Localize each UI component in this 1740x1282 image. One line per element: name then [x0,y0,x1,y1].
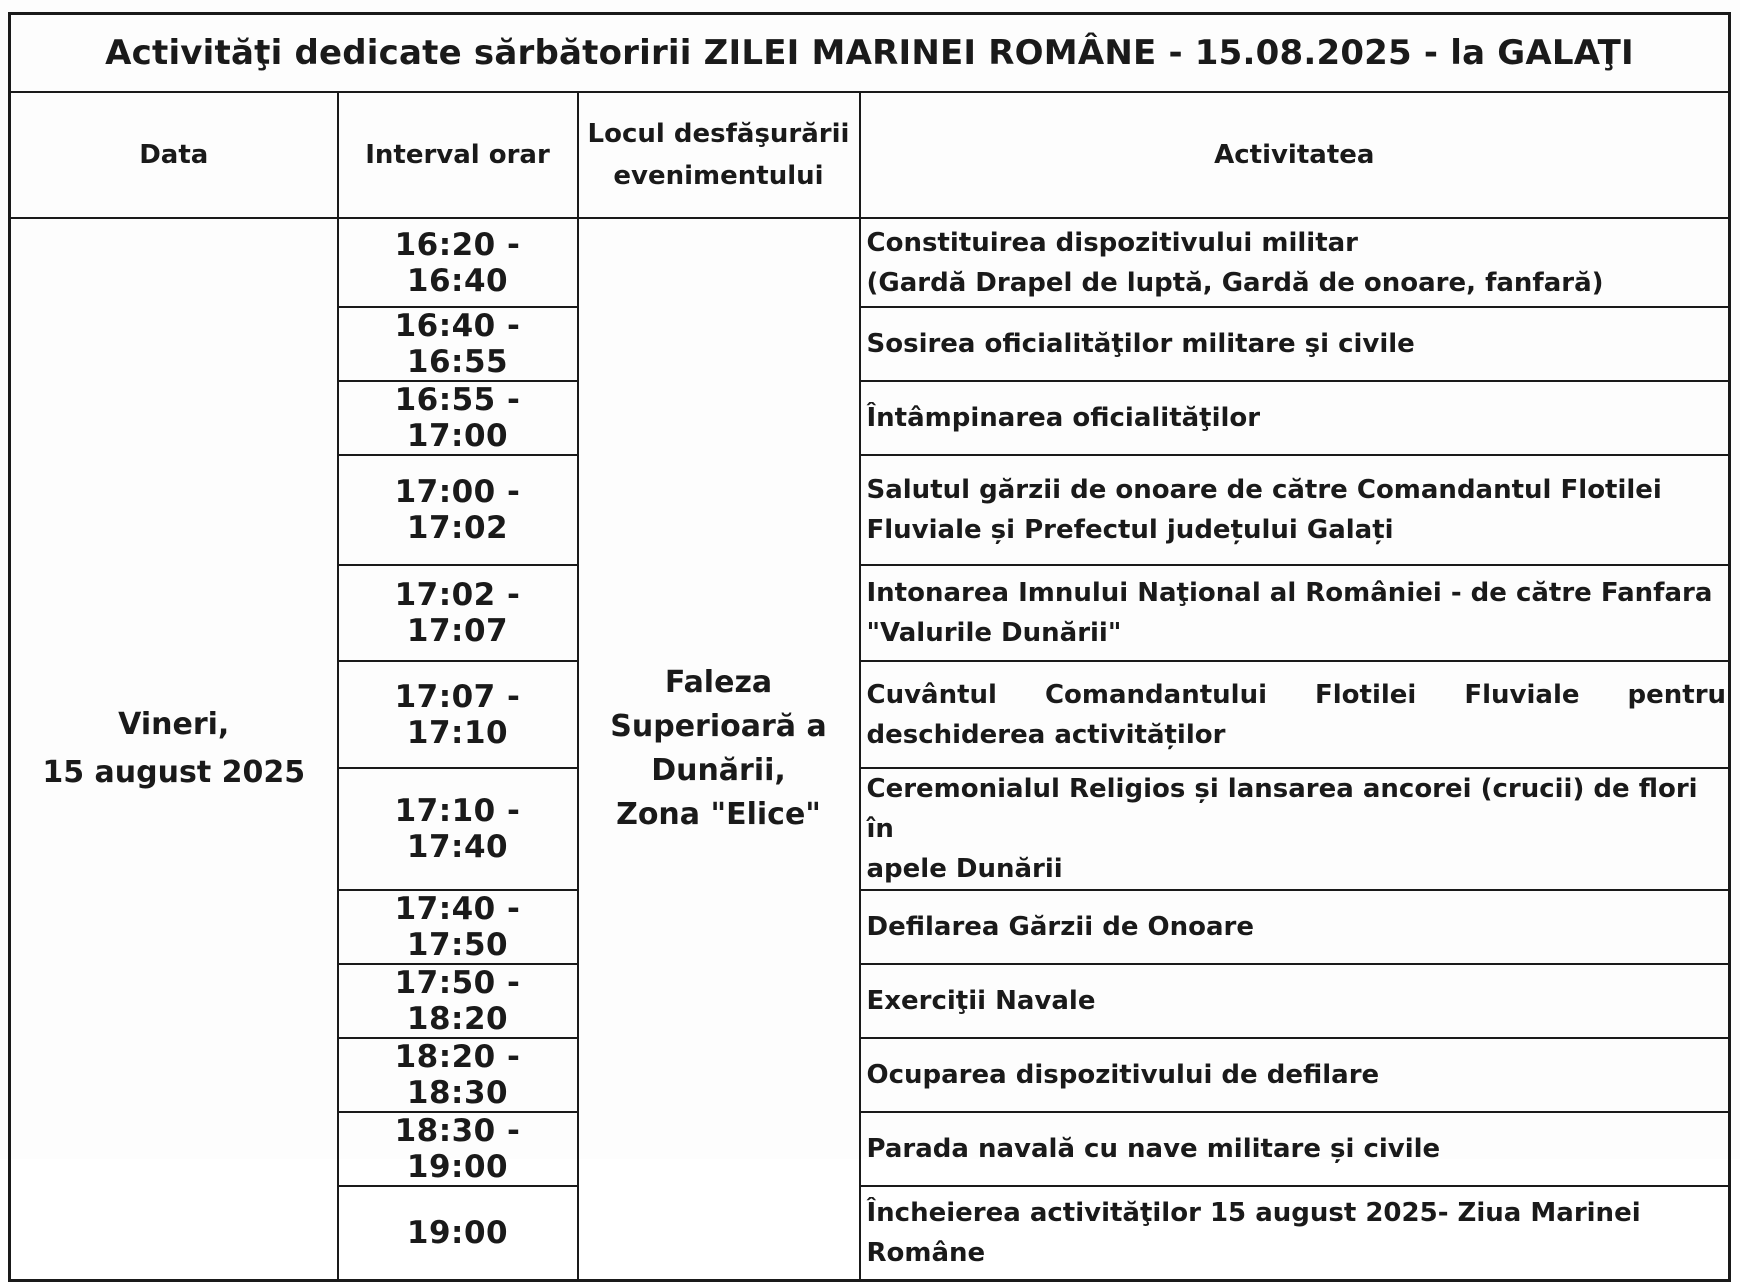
table-row [10,218,1730,307]
title-row [10,14,1730,93]
event-place-cell [578,218,860,1280]
activity-cell [860,565,1730,661]
activity-line: Române [866,1237,986,1268]
time-cell: 17:50 - 18:20 [338,964,578,1038]
event-place-line1: Faleza [664,664,773,700]
activity-line: Defilarea Gărzii de Onoare [866,912,1254,942]
header-place [578,92,860,218]
header-place-line1: Locul desfăşurării [587,119,850,149]
time-cell: 16:20 - 16:40 [338,218,578,307]
activity-cell [860,1112,1730,1186]
header-time: Interval orar [338,92,578,218]
time-cell: 17:07 - 17:10 [338,661,578,768]
activity-line: Întâmpinarea oficialităţilor [866,403,1261,433]
activity-cell [860,455,1730,565]
header-row [10,92,1730,218]
activity-cell [860,661,1730,768]
activity-line: Ocuparea dispozitivului de defilare [866,1060,1380,1090]
event-date-full: 15 august 2025 [42,754,306,790]
event-place-line4: Zona "Elice" [616,796,821,832]
activity-line: Exerciţii Navale [866,986,1096,1016]
activity-line: (Gardă Drapel de luptă, Gardă de onoare, fanfară) [866,267,1604,298]
header-activity: Activitatea [860,92,1730,218]
activity-line: Intonarea Imnului Naţional al României - de către Fanfara [866,578,1713,608]
time-cell: 17:40 - 17:50 [338,890,578,964]
event-place-line2: Superioară a [610,708,827,744]
time-cell: 18:30 - 19:00 [338,1112,578,1186]
activity-cell [860,218,1730,307]
activity-cell [860,1038,1730,1112]
event-date-day: Vineri, [118,706,230,742]
time-cell: 17:00 - 17:02 [338,455,578,565]
activity-line: apele Dunării [866,854,1063,884]
activity-line: "Valurile Dunării" [866,618,1122,648]
time-cell: 17:02 - 17:07 [338,565,578,661]
activity-line: Ceremonialul Religios și lansarea ancorei (crucii) de flori în [866,774,1698,844]
header-date: Data [10,92,338,218]
document-title: Activităţi dedicate sărbătoririi ZILEI MARINEI ROMÂNE - 15.08.2025 - la GALAŢI [10,14,1730,93]
time-cell: 16:55 - 17:00 [338,381,578,455]
activity-line: Sosirea oficialităţilor militare şi civile [866,329,1415,359]
time-cell: 18:20 - 18:30 [338,1038,578,1112]
activity-cell [860,307,1730,381]
activity-line: Fluviale și Prefectul județului Galați [866,515,1394,545]
activity-cell [860,381,1730,455]
activity-cell [860,890,1730,964]
activity-cell [860,964,1730,1038]
event-date-cell [10,218,338,1280]
activity-cell [860,1186,1730,1280]
time-cell: 17:10 - 17:40 [338,768,578,890]
event-place-line3: Dunării, [651,752,786,788]
activity-line: Salutul gărzii de onoare de către Comandantul Flotilei [866,475,1662,505]
schedule-table [8,12,1731,1282]
time-cell: 16:40 - 16:55 [338,307,578,381]
activity-cell [860,768,1730,890]
activity-line: deschiderea activităților [866,719,1226,750]
time-cell: 19:00 [338,1186,578,1280]
header-place-line2: evenimentului [613,161,824,191]
activity-line: Încheierea activităţilor 15 august 2025- Ziua Marinei [866,1197,1641,1228]
activity-line: Parada navală cu nave militare și civile [866,1134,1441,1164]
activity-line: Constituirea dispozitivului militar [866,227,1358,258]
activity-line: Cuvântul Comandantului Flotilei Fluviale pentru [866,679,1727,710]
